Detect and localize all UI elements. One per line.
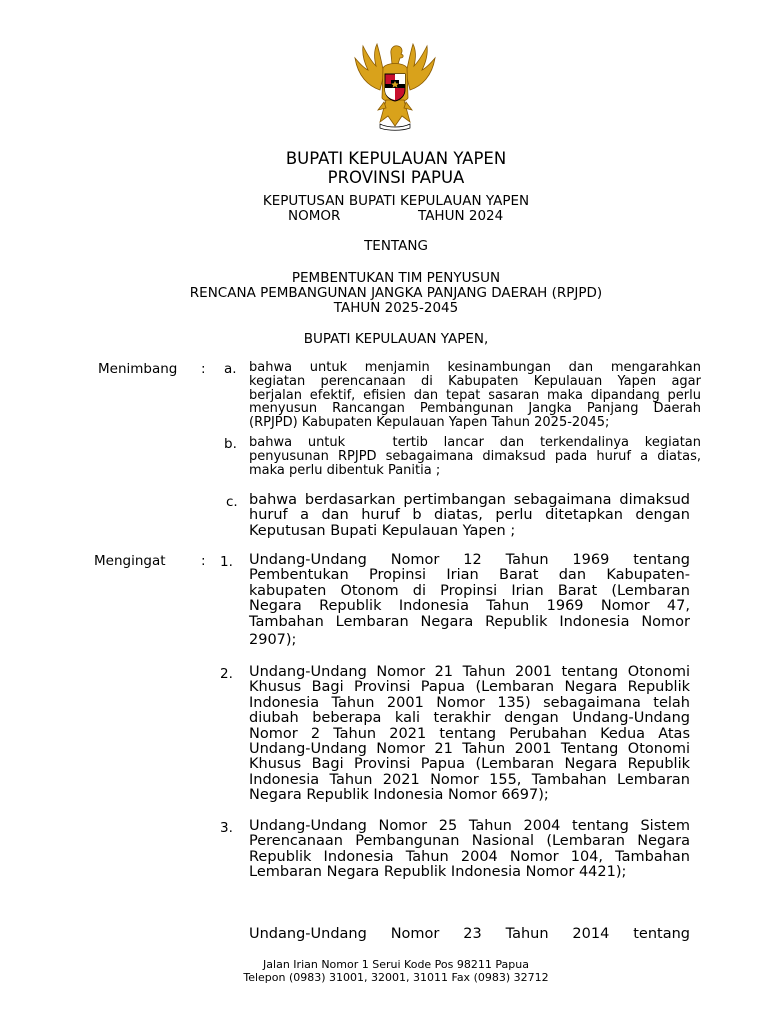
text-line: Lembaran Negara Republik Indonesia Nomor 4421); xyxy=(249,864,627,881)
subject-line-1: PEMBENTUKAN TIM PENYUSUN xyxy=(291,270,501,286)
menimbang-colon: : xyxy=(201,361,206,377)
tentang-heading: TENTANG xyxy=(364,238,428,254)
official-heading: BUPATI KEPULAUAN YAPEN, xyxy=(303,331,489,347)
footer-address: Jalan Irian Nomor 1 Serui Kode Pos 98211 Papua xyxy=(263,958,529,971)
text-line: Keputusan Bupati Kepulauan Yapen ; xyxy=(249,522,516,539)
text-line: Khusus Bagi Provinsi Papua (Lembaran Negara Republik xyxy=(249,756,690,773)
decree-title: KEPUTUSAN BUPATI KEPULAUAN YAPEN xyxy=(262,193,530,209)
mengingat-marker-2: 2. xyxy=(220,666,233,682)
text-line: Undang-Undang Nomor 21 Tahun 2001 Tentang Otonomi xyxy=(249,741,690,758)
text-line: huruf a dan huruf b diatas, perlu ditetapkan dengan xyxy=(249,507,690,524)
text-line: menyusun Rancangan Pembangunan Jangka Panjang Daerah xyxy=(249,401,701,417)
menimbang-marker-c: c. xyxy=(226,494,238,510)
text-line: bahwa berdasarkan pertimbangan sebagaimana dimaksud xyxy=(249,492,690,508)
mengingat-item-4 xyxy=(249,927,690,942)
mengingat-item-1 xyxy=(249,553,690,648)
text-line: Republik Indonesia Tahun 2004 Nomor 104, Tambahan xyxy=(249,848,690,865)
mengingat-item-3 xyxy=(249,819,690,881)
tahun-label: TAHUN 2024 xyxy=(418,208,504,224)
text-line: penyusunan RPJPD sebagaimana dimaksud pada huruf a diatas, xyxy=(249,448,701,464)
mengingat-label: Mengingat xyxy=(94,553,166,569)
text-line: (RPJPD) Kabupaten Kepulauan Yapen Tahun 2025-2045; xyxy=(249,415,610,431)
text-line: diubah beberapa kali terakhir dengan Undang-Undang xyxy=(249,710,690,727)
mengingat-marker-3: 3. xyxy=(220,820,233,836)
text-line: kegiatan perencanaan di Kabupaten Kepulauan Yapen agar xyxy=(249,373,701,389)
text-line: Perencanaan Pembangunan Nasional (Lembaran Negara xyxy=(249,833,690,850)
text-line: Indonesia Tahun 2021 Nomor 155, Tambahan Lembaran xyxy=(249,771,690,788)
text-line: Undang-Undang Nomor 21 Tahun 2001 tentang Otonomi xyxy=(249,664,690,680)
menimbang-item-b xyxy=(249,436,701,477)
mengingat-item-2 xyxy=(249,665,690,804)
mengingat-colon: : xyxy=(201,553,206,569)
text-line: bahwa untuk tertib lancar dan terkendalinya kegiatan xyxy=(249,435,701,450)
subject-line-3: TAHUN 2025-2045 xyxy=(333,300,459,316)
text-line: Khusus Bagi Provinsi Papua (Lembaran Negara Republik xyxy=(249,679,690,696)
text-line: Undang-Undang Nomor 25 Tahun 2004 tentang Sistem xyxy=(249,818,690,834)
menimbang-item-a xyxy=(249,361,701,430)
nomor-label: NOMOR xyxy=(288,208,341,224)
text-line: Undang-Undang Nomor 23 Tahun 2014 tentang xyxy=(249,926,690,942)
mengingat-marker-1: 1. xyxy=(220,554,233,570)
garuda-pancasila-emblem xyxy=(350,40,440,132)
text-line: Negara Republik Indonesia Tahun 1969 Nomor 47, xyxy=(249,598,690,615)
text-line: Pembentukan Propinsi Irian Barat dan Kabupaten- xyxy=(249,567,690,584)
subject-line-2: RENCANA PEMBANGUNAN JANGKA PANJANG DAERAH (RPJPD) xyxy=(189,285,603,301)
province-title: PROVINSI PAPUA xyxy=(327,168,465,187)
text-line: Tambahan Lembaran Negara Republik Indonesia Nomor xyxy=(249,613,690,630)
footer-phone: Telepon (0983) 31001, 32001, 31011 Fax (0983) 32712 xyxy=(243,971,549,984)
menimbang-label: Menimbang xyxy=(98,361,178,377)
menimbang-marker-a: a. xyxy=(224,361,237,377)
document-title: BUPATI KEPULAUAN YAPEN xyxy=(285,149,507,168)
text-line: kabupaten Otonom di Propinsi Irian Barat (Lembaran xyxy=(249,582,690,599)
text-line: bahwa untuk menjamin kesinambungan dan mengarahkan xyxy=(249,360,701,375)
menimbang-item-c xyxy=(249,493,690,539)
text-line: berjalan efektif, efisien dan tepat sasaran maka dipandang perlu xyxy=(249,387,701,403)
text-line: maka perlu dibentuk Panitia ; xyxy=(249,462,441,478)
text-line: Nomor 2 Tahun 2021 tentang Perubahan Kedua Atas xyxy=(249,725,690,742)
menimbang-marker-b: b. xyxy=(224,436,237,452)
text-line: Undang-Undang Nomor 12 Tahun 1969 tentang xyxy=(249,552,690,568)
text-line: Indonesia Tahun 2001 Nomor 135) sebagaimana telah xyxy=(249,694,690,711)
text-line: 2907); xyxy=(249,632,297,649)
text-line: Negara Republik Indonesia Nomor 6697); xyxy=(249,787,549,804)
